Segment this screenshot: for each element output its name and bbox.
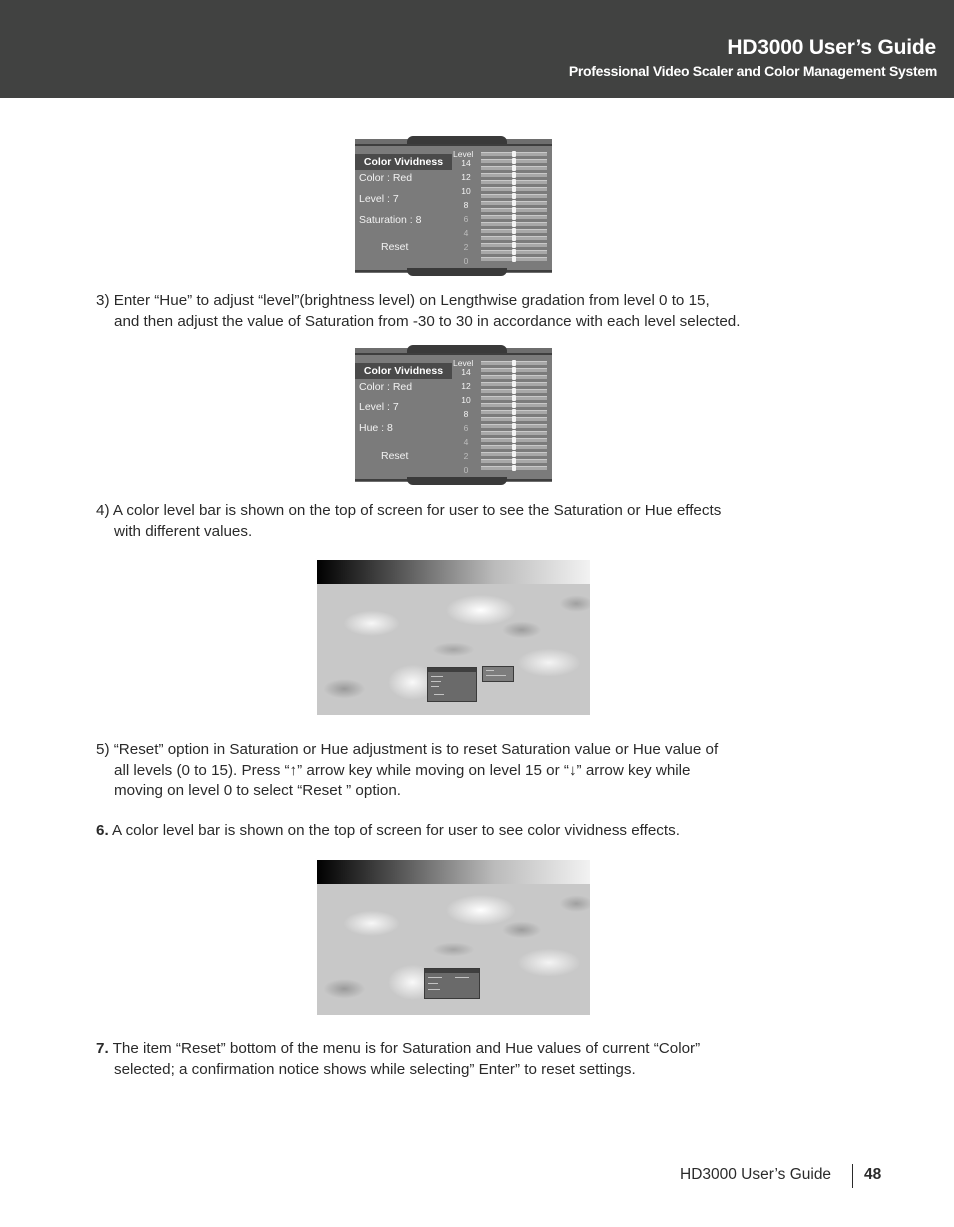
mini-osd-line [428, 983, 438, 984]
osd-slider [481, 180, 547, 184]
osd-slider-knob [512, 193, 516, 199]
osd-slider-knob [512, 165, 516, 171]
osd-slider-knob [512, 458, 516, 464]
osd-level-number: 14 [461, 158, 471, 168]
osd-level-number: 0 [463, 465, 469, 475]
step-7-line-2: selected; a confirmation notice shows while selecting” Enter” to reset settings. [114, 1060, 636, 1078]
step-4-line-1: 4) A color level bar is shown on the top of screen for user to see the Saturation or Hue effects [96, 502, 722, 519]
osd-level-sliders [481, 152, 549, 272]
osd-slider [481, 208, 547, 212]
mini-osd-line [431, 686, 439, 687]
osd-slider [481, 382, 547, 386]
step-6-paragraph [96, 821, 826, 842]
step-5-line-2: all levels (0 to 15). Press “↑” arrow key while moving on level 15 or “↓” arrow key while [114, 761, 691, 779]
step-6-number: 6. [96, 822, 109, 839]
osd-slider [481, 159, 547, 163]
osd-slider-knob [512, 395, 516, 401]
osd-slider-knob [512, 437, 516, 443]
step-5-paragraph [96, 740, 826, 802]
step-4-paragraph [96, 501, 826, 542]
osd-slider-knob [512, 416, 516, 422]
osd-level-number: 12 [461, 172, 471, 182]
osd-slider [481, 459, 547, 463]
footer-page-number: 48 [864, 1166, 882, 1183]
osd-slider-knob [512, 200, 516, 206]
mini-osd-title-bar [425, 969, 479, 973]
osd-slider [481, 375, 547, 379]
osd-slider [481, 361, 547, 365]
osd-level-item: Level : 7 [359, 193, 399, 205]
osd-reset-item: Reset [381, 241, 409, 253]
osd-slider [481, 452, 547, 456]
osd-level-number: 2 [463, 451, 469, 461]
mini-osd-line [486, 670, 494, 671]
osd-level-number: 4 [463, 228, 469, 238]
osd-level-number: 6 [463, 423, 469, 433]
osd-slider [481, 389, 547, 393]
osd-slider [481, 417, 547, 421]
osd-level-number: 12 [461, 381, 471, 391]
mini-osd-line [431, 681, 441, 682]
osd-saturation-item: Saturation : 8 [359, 214, 422, 226]
step-3-line-2: and then adjust the value of Saturation from -30 to 30 in accordance with each level selected. [114, 312, 741, 330]
osd-level-number: 0 [463, 256, 469, 266]
osd-slider-knob [512, 381, 516, 387]
osd-slider [481, 215, 547, 219]
mini-osd-line [428, 989, 440, 990]
step-4-line-2: with different values. [114, 522, 253, 540]
osd-slider [481, 187, 547, 191]
osd-slider-knob [512, 256, 516, 262]
osd-slider [481, 368, 547, 372]
osd-hue-item: Hue : 8 [359, 422, 393, 434]
osd-level-number: 6 [463, 214, 469, 224]
osd-panel [355, 353, 552, 481]
mini-osd-menu [427, 667, 477, 702]
mini-osd-line [434, 694, 444, 695]
osd-slider-knob [512, 451, 516, 457]
osd-slider-knob [512, 249, 516, 255]
color-level-bar [317, 560, 590, 584]
screen-preview-vividness [317, 860, 590, 1015]
osd-slider-knob [512, 151, 516, 157]
osd-level-number: 10 [461, 395, 471, 405]
mini-osd-title-bar [428, 668, 476, 672]
step-7-paragraph [96, 1039, 826, 1080]
page-header [0, 0, 954, 98]
osd-slider-knob [512, 228, 516, 234]
osd-hue-screenshot [355, 348, 552, 482]
osd-slider [481, 410, 547, 414]
step-3-paragraph [96, 291, 826, 332]
osd-bottom-cap [407, 477, 507, 485]
osd-slider-knob [512, 444, 516, 450]
footer-separator [852, 1164, 853, 1188]
step-6-text: A color level bar is shown on the top of screen for user to see color vividness effects. [108, 822, 680, 839]
osd-slider [481, 466, 547, 470]
osd-slider [481, 396, 547, 400]
osd-reset-item: Reset [381, 450, 409, 462]
osd-menu-title: Color Vividness [355, 154, 452, 170]
osd-level-header: Level [453, 358, 474, 368]
osd-level-number: 8 [463, 200, 469, 210]
mini-osd-menu [424, 968, 480, 999]
mini-osd-popup [482, 666, 514, 682]
header-title: HD3000 User’s Guide [727, 36, 936, 59]
osd-slider [481, 424, 547, 428]
step-7-text: The item “Reset” bottom of the menu is for Saturation and Hue values of current “Color” [108, 1040, 701, 1057]
mini-osd-line [455, 977, 469, 978]
osd-slider [481, 445, 547, 449]
osd-slider [481, 173, 547, 177]
step-5-line-3: moving on level 0 to select “Reset ” option. [114, 782, 402, 799]
osd-slider [481, 152, 547, 156]
color-level-bar [317, 860, 590, 884]
osd-slider-knob [512, 367, 516, 373]
mini-osd-line [431, 676, 443, 677]
screen-preview-with-level-bar [317, 560, 590, 715]
osd-slider-knob [512, 465, 516, 471]
osd-slider-knob [512, 402, 516, 408]
osd-slider-knob [512, 430, 516, 436]
osd-slider [481, 222, 547, 226]
osd-slider [481, 438, 547, 442]
osd-level-item: Level : 7 [359, 401, 399, 413]
osd-slider-knob [512, 172, 516, 178]
mini-osd-line [486, 675, 506, 676]
osd-slider-knob [512, 186, 516, 192]
osd-slider [481, 201, 547, 205]
osd-level-number: 4 [463, 437, 469, 447]
header-subtitle: Professional Video Scaler and Color Management System [568, 63, 937, 79]
osd-top-cap [407, 136, 507, 144]
osd-slider-knob [512, 221, 516, 227]
osd-slider-knob [512, 409, 516, 415]
osd-slider [481, 243, 547, 247]
osd-level-header: Level [453, 149, 474, 159]
osd-slider-knob [512, 158, 516, 164]
osd-color-item: Color : Red [359, 381, 413, 393]
osd-slider-knob [512, 179, 516, 185]
osd-level-number: 2 [463, 242, 469, 252]
osd-slider [481, 229, 547, 233]
osd-bottom-cap [407, 268, 507, 276]
osd-slider-knob [512, 214, 516, 220]
osd-menu-title: Color Vividness [355, 363, 452, 379]
footer-guide-name: HD3000 User’s Guide [680, 1166, 832, 1183]
osd-slider [481, 166, 547, 170]
osd-slider [481, 194, 547, 198]
osd-slider-knob [512, 423, 516, 429]
osd-slider-knob [512, 388, 516, 394]
step-5-line-1: 5) “Reset” option in Saturation or Hue adjustment is to reset Saturation value or Hue value of [96, 741, 719, 758]
osd-saturation-screenshot [355, 139, 552, 273]
osd-color-item: Color : Red [359, 172, 413, 184]
osd-slider-knob [512, 360, 516, 366]
osd-level-number: 10 [461, 186, 471, 196]
osd-slider [481, 257, 547, 261]
osd-level-number: 8 [463, 409, 469, 419]
step-7-number: 7. [96, 1040, 109, 1057]
osd-slider [481, 236, 547, 240]
osd-slider-knob [512, 207, 516, 213]
osd-slider-knob [512, 374, 516, 380]
osd-slider-knob [512, 242, 516, 248]
osd-slider [481, 250, 547, 254]
osd-level-number: 14 [461, 367, 471, 377]
osd-panel [355, 144, 552, 272]
osd-slider [481, 403, 547, 407]
osd-top-cap [407, 345, 507, 353]
mini-osd-line [428, 977, 442, 978]
osd-slider-knob [512, 235, 516, 241]
osd-slider [481, 431, 547, 435]
osd-level-sliders [481, 361, 549, 481]
step-3-line-1: 3) Enter “Hue” to adjust “level”(brightness level) on Lengthwise gradation from level 0 to 15, [96, 292, 710, 309]
